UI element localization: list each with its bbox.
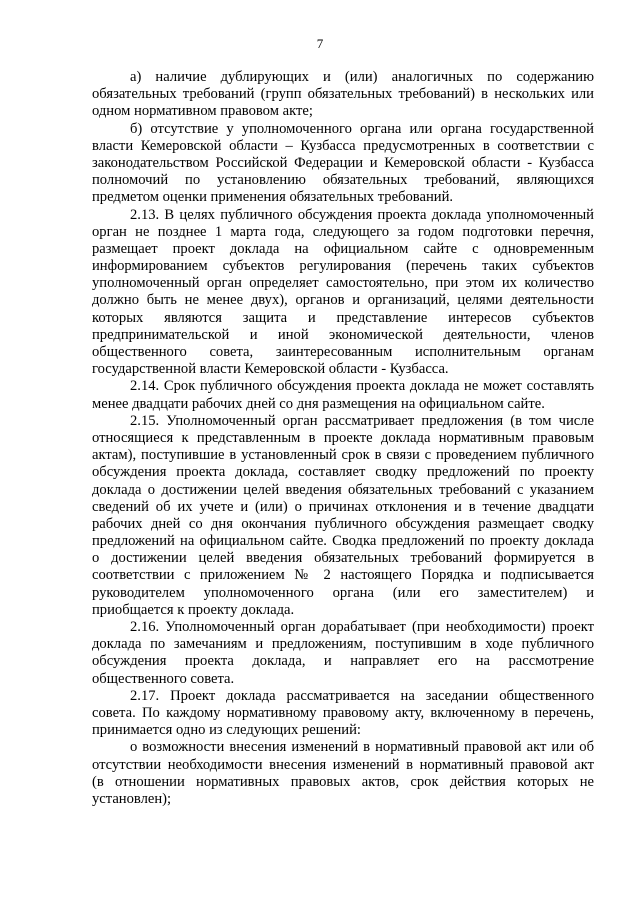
- text-line: предложений на официальном сайте. Сводка предложений по проекту доклада: [92, 533, 594, 550]
- text-line: предметом оценки применения обязательных требований.: [92, 189, 454, 206]
- paragraph: [92, 619, 594, 688]
- text-line: доклада о достижении целей введения обязательных требований с указанием: [92, 481, 594, 498]
- text-line: отсутствии необходимости внесения изменений в нормативный правовой акт: [92, 756, 594, 773]
- text-line: власти Кемеровской области – Кузбасса предусмотренных в соответствии с: [92, 137, 594, 154]
- text-line: общественного совета.: [92, 670, 235, 687]
- text-line: доклада по замечаниям и предложениям, поступившим в ходе публичного: [92, 636, 594, 653]
- text-line: 2.17. Проект доклада рассматривается на заседании общественного: [130, 687, 594, 704]
- paragraph: [92, 688, 594, 740]
- text-line: размещает проект доклада на официальном сайте с одновременным: [92, 240, 594, 257]
- text-line: б) отсутствие у уполномоченного органа или органа государственной: [130, 120, 594, 137]
- paragraph: [92, 69, 594, 121]
- text-line: руководителем уполномоченного органа (или его заместителем) и: [92, 584, 594, 601]
- text-line: которых являются защита и представление интересов субъектов: [92, 309, 594, 326]
- text-line: информированием субъектов регулирования (перечень таких субъектов: [92, 258, 594, 275]
- text-line: обсуждения проекта доклада, составляет сводку предложений по проекту: [92, 464, 594, 481]
- text-line: менее двадцати рабочих дней со дня размещения на официальном сайте.: [92, 395, 545, 412]
- text-line: 2.16. Уполномоченный орган дорабатывает (при необходимости) проект: [130, 619, 594, 635]
- paragraph: [92, 207, 594, 379]
- text-line: принимается одно из следующих решений:: [92, 722, 361, 739]
- paragraph: [92, 378, 594, 412]
- page-number: 7: [316, 36, 324, 51]
- text-line: уполномоченный орган определяет самостоятельно, при этом их количество: [92, 275, 594, 292]
- text-line: предпринимательской и иной экономической деятельности, членов: [92, 326, 594, 343]
- text-line: актам), поступившие в установленный срок в связи с проведением публичного: [92, 447, 594, 464]
- text-line: 2.15. Уполномоченный орган рассматривает предложения (в том числе: [130, 412, 594, 429]
- document-body: [92, 69, 594, 808]
- text-line: сведений об их учете и (или) о причинах отклонения и в течение двадцати: [92, 498, 594, 515]
- text-line: рабочих дней со дня окончания публичного обсуждения размещает сводку: [92, 515, 594, 532]
- text-line: обсуждения проекта доклада, и направляет его на рассмотрение: [92, 653, 594, 670]
- text-line: законодательством Российской Федерации и Кемеровской области - Кузбасса: [92, 154, 594, 171]
- text-line: обязательных требований (групп обязательных требований) в нескольких или: [92, 86, 594, 103]
- text-line: (в отношении нормативных правовых актов, срок действия которых не: [92, 773, 594, 790]
- text-line: установлен);: [92, 790, 172, 807]
- text-line: полномочий по установлению обязательных требований, являющихся: [92, 172, 594, 189]
- text-line: общественного совета, заинтересованным исполнительным органам: [92, 344, 594, 360]
- text-line: 2.14. Срок публичного обсуждения проекта доклада не может составлять: [130, 378, 594, 395]
- text-line: о достижении целей введения обязательных требований формируется в: [92, 550, 594, 567]
- text-line: совета. По каждому нормативному правовому акту, включенному в перечень,: [92, 704, 594, 721]
- text-line: орган не позднее 1 марта года, следующего за годом подготовки перечня,: [92, 223, 594, 240]
- text-line: государственной власти Кемеровской области - Кузбасса.: [92, 361, 449, 378]
- text-line: 2.13. В целях публичного обсуждения проекта доклада уполномоченный: [130, 206, 594, 223]
- paragraph: [92, 413, 594, 619]
- text-line: одном нормативном правовом акте;: [92, 103, 313, 120]
- text-line: а) наличие дублирующих и (или) аналогичных по содержанию: [130, 69, 594, 85]
- paragraph: [92, 739, 594, 808]
- text-line: соответствии с приложением № 2 настоящего Порядка и подписывается: [92, 567, 594, 584]
- text-line: о возможности внесения изменений в нормативный правовой акт или об: [130, 739, 594, 756]
- text-line: относящиеся к представленным в проекте доклада нормативным правовым: [92, 429, 594, 446]
- text-line: приобщается к проекту доклада.: [92, 601, 295, 618]
- text-line: должно быть не менее двух), органов и организаций, целями деятельности: [92, 292, 594, 309]
- paragraph: [92, 121, 594, 207]
